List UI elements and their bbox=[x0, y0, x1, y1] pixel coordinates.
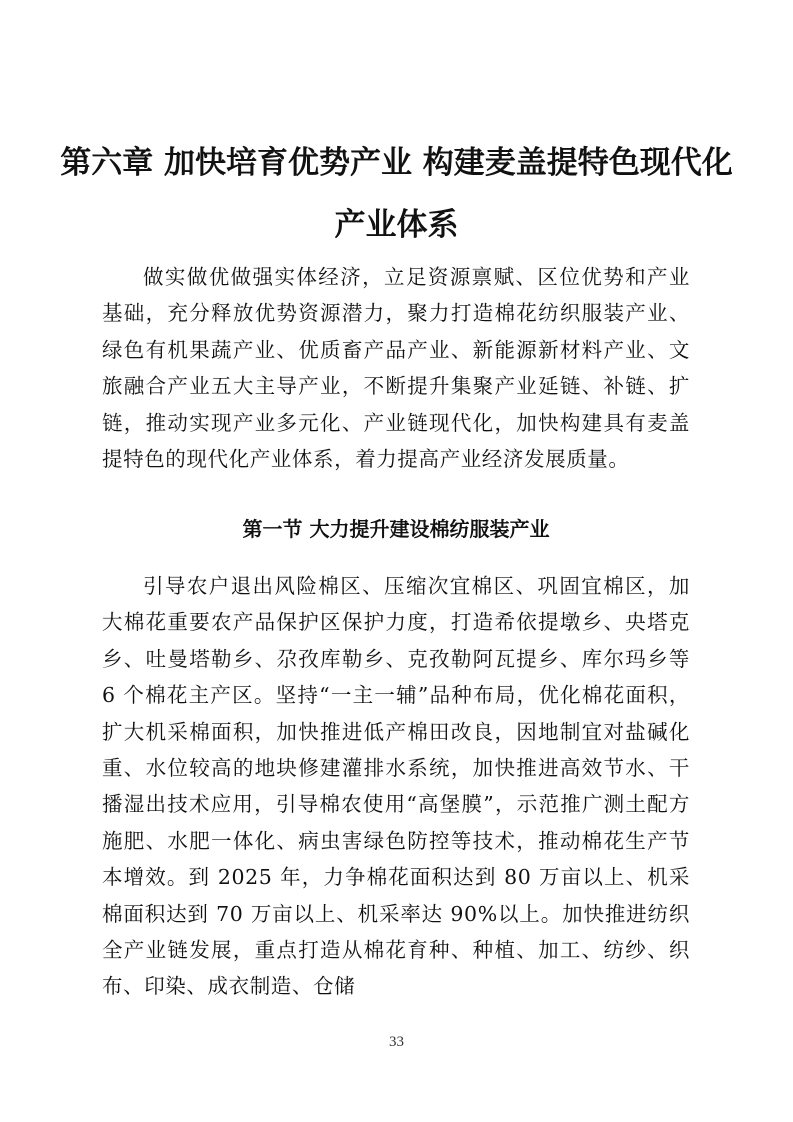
section-paragraph: 引导农户退出风险棉区、压缩次宜棉区、巩固宜棉区，加大棉花重要农产品保护区保护力度，打造希依提墩乡、央塔克乡、吐曼塔勒乡、尕孜库勒乡、克孜勒阿瓦提乡、库尔玛乡等 6 个棉花主产区。坚持“一主一辅”品种布局，优化棉花面积，扩大机采棉面积，加快推进低产棉田改良，因地制宜对盐碱化重、水位较高的地块修建灌排水系统，加快推进高效节水、干播湿出技术应用，引导棉农使用“高堡膜”，示范推广测土配方施肥、水肥一体化、病虫害绿色防控等技术，推动棉花生产节本增效。到 2025 年，力争棉花面积达到 80 万亩以上、机采棉面积达到 70 万亩以上、机采率达 90%以上。加快推进纺织全产业链发展，重点打造从棉花育种、种植、加工、纺纱、织布、印染、成衣制造、仓储 bbox=[102, 574, 690, 999]
chapter-title-line-2: 产业体系 bbox=[334, 207, 459, 243]
intro-paragraph: 做实做优做强实体经济，立足资源禀赋、区位优势和产业基础，充分释放优势资源潜力，聚力打造棉花纺织服装产业、绿色有机果蔬产业、优质畜产品产业、新能源新材料产业、文旅融合产业五大主导产业，不断提升集聚产业延链、补链、扩链，推动实现产业多元化、产业链现代化，加快构建具有麦盖提特色的现代化产业体系，着力提高产业经济发展质量。 bbox=[102, 265, 690, 472]
section-heading: 第一节 大力提升建设棉纺服装产业 bbox=[242, 517, 550, 541]
chapter-title-line-1: 第六章 加快培育优势产业 构建麦盖提特色现代化 bbox=[60, 145, 733, 181]
page-number: 33 bbox=[389, 1034, 404, 1050]
